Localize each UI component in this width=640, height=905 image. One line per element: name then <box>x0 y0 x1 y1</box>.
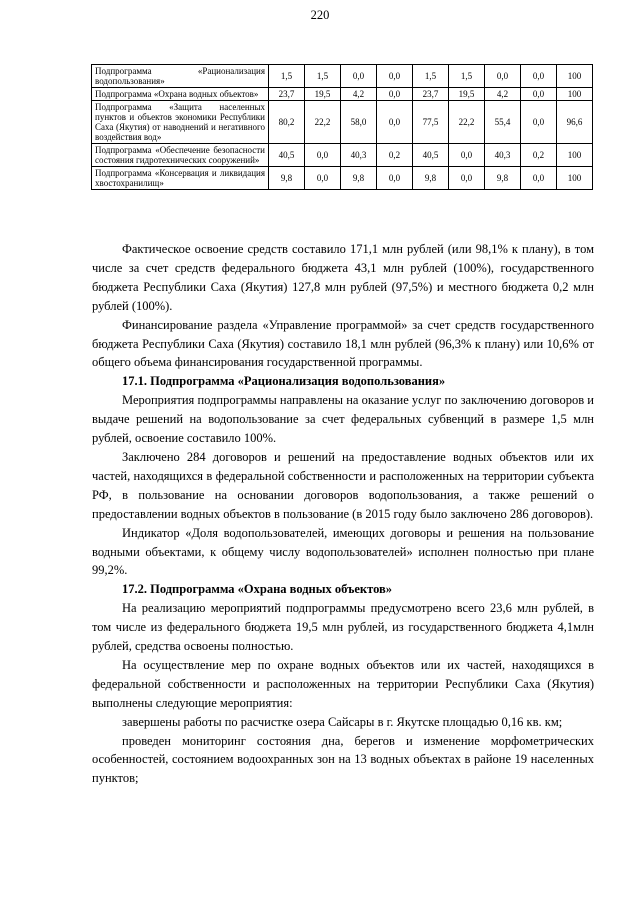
value-cell: 0,0 <box>377 101 413 144</box>
value-cell: 40,3 <box>341 144 377 167</box>
value-cell: 100 <box>557 144 593 167</box>
value-cell: 100 <box>557 65 593 88</box>
value-cell: 100 <box>557 88 593 101</box>
value-cell: 0,2 <box>377 144 413 167</box>
subprogram-name-cell: Подпрограмма «Защита населенных пунктов и объектов экономики Республики Саха (Якутия) от наводнений и негативного воздействия вод» <box>92 101 269 144</box>
subprogram-name-cell: Подпрограмма «Консервация и ликвидация хвостохранилищ» <box>92 167 269 190</box>
value-cell: 58,0 <box>341 101 377 144</box>
value-cell: 9,8 <box>341 167 377 190</box>
value-cell: 0,0 <box>449 167 485 190</box>
value-cell: 0,0 <box>521 88 557 101</box>
value-cell: 1,5 <box>449 65 485 88</box>
value-cell: 0,2 <box>521 144 557 167</box>
table-row <box>92 88 593 101</box>
value-cell: 77,5 <box>413 101 449 144</box>
value-cell: 40,5 <box>413 144 449 167</box>
paragraph-indicator: Индикатор «Доля водопользователей, имеющих договоры и решения на пользование водными объектами, к общему числу водопользователей» исполнен полностью при плане 99,2%. <box>92 525 594 578</box>
paragraph-monitoring: проведен мониторинг состояния дна, берегов и изменение морфометрических особенностей, состоянием водоохранных зон на 13 водных объектах в районе 19 населенных пунктов; <box>92 733 594 786</box>
value-cell: 0,0 <box>521 65 557 88</box>
value-cell: 100 <box>557 167 593 190</box>
paragraph-contracts: Заключено 284 договоров и решений на предоставление водных объектов или их частей, находящихся в федеральной собственности и расположенных на территории субъекта РФ, в пользование на основании договоров водопользования, а также решений о предоставлении водных объектов в пользование (в 2015 году было заключено 286 договоров). <box>92 449 594 521</box>
paragraph-measures: Мероприятия подпрограммы направлены на оказание услуг по заключению договоров и выдаче решений на водопользование за счет федеральных субвенций в размере 1,5 млн рублей, освоение составило 100%. <box>92 393 594 446</box>
value-cell: 1,5 <box>413 65 449 88</box>
value-cell: 0,0 <box>377 65 413 88</box>
value-cell: 0,0 <box>305 167 341 190</box>
table-row <box>92 167 593 190</box>
document-body <box>92 240 594 788</box>
value-cell: 55,4 <box>485 101 521 144</box>
page-number: 220 <box>310 8 330 22</box>
value-cell: 0,0 <box>377 167 413 190</box>
value-cell: 4,2 <box>341 88 377 101</box>
value-cell: 23,7 <box>413 88 449 101</box>
value-cell: 23,7 <box>269 88 305 101</box>
value-cell: 0,0 <box>449 144 485 167</box>
subprogram-name-cell: Подпрограмма «Обеспечение безопасности состояния гидротехнических сооружений» <box>92 144 269 167</box>
subprogram-name-cell: Подпрограмма «Рационализация водопользования» <box>92 65 269 88</box>
value-cell: 4,2 <box>485 88 521 101</box>
value-cell: 96,6 <box>557 101 593 144</box>
paragraph-program-management: Финансирование раздела «Управление программой» за счет средств государственного бюджета Республики Саха (Якутия) составило 18,1 млн рублей (96,3% к плану) или 10,6% от общего объема финансирования государственной программы. <box>92 317 594 370</box>
section-heading-17-2: 17.2. Подпрограмма «Охрана водных объектов» <box>122 582 393 597</box>
value-cell: 40,5 <box>269 144 305 167</box>
subprogram-name-cell: Подпрограмма «Охрана водных объектов» <box>92 88 269 101</box>
value-cell: 22,2 <box>449 101 485 144</box>
table-row <box>92 144 593 167</box>
table-row <box>92 101 593 144</box>
value-cell: 0,0 <box>341 65 377 88</box>
value-cell: 0,0 <box>485 65 521 88</box>
value-cell: 1,5 <box>269 65 305 88</box>
paragraph-lake-cleanup: завершены работы по расчистке озера Сайсары в г. Якутске площадью 0,16 кв. км; <box>122 714 563 729</box>
value-cell: 0,0 <box>521 167 557 190</box>
budget-table <box>91 64 593 190</box>
paragraph-protection-measures: На осуществление мер по охране водных объектов или их частей, находящихся в федеральной собственности и расположенных на территории Республики Саха (Якутия) выполнены следующие мероприятия: <box>92 657 594 710</box>
value-cell: 0,0 <box>305 144 341 167</box>
value-cell: 22,2 <box>305 101 341 144</box>
value-cell: 19,5 <box>305 88 341 101</box>
value-cell: 9,8 <box>413 167 449 190</box>
value-cell: 19,5 <box>449 88 485 101</box>
value-cell: 0,0 <box>377 88 413 101</box>
table-row <box>92 65 593 88</box>
value-cell: 80,2 <box>269 101 305 144</box>
paragraph-funding: На реализацию мероприятий подпрограммы предусмотрено всего 23,6 млн рублей, в том числе из федерального бюджета 19,5 млн рублей, из государственного бюджета 4,1млн рублей, средства освоены полностью. <box>92 601 594 654</box>
value-cell: 40,3 <box>485 144 521 167</box>
value-cell: 1,5 <box>305 65 341 88</box>
section-heading-17-1: 17.1. Подпрограмма «Рационализация водопользования» <box>122 374 446 389</box>
value-cell: 9,8 <box>269 167 305 190</box>
paragraph-actual-spending: Фактическое освоение средств составило 171,1 млн рублей (или 98,1% к плану), в том числе за счет средств федерального бюджета 43,1 млн рублей (100%), государственного бюджета Республики Саха (Якутия) 127,8 млн рублей (97,5%) и местного бюджета 0,2 млн рублей (100%). <box>92 242 594 313</box>
value-cell: 9,8 <box>485 167 521 190</box>
value-cell: 0,0 <box>521 101 557 144</box>
